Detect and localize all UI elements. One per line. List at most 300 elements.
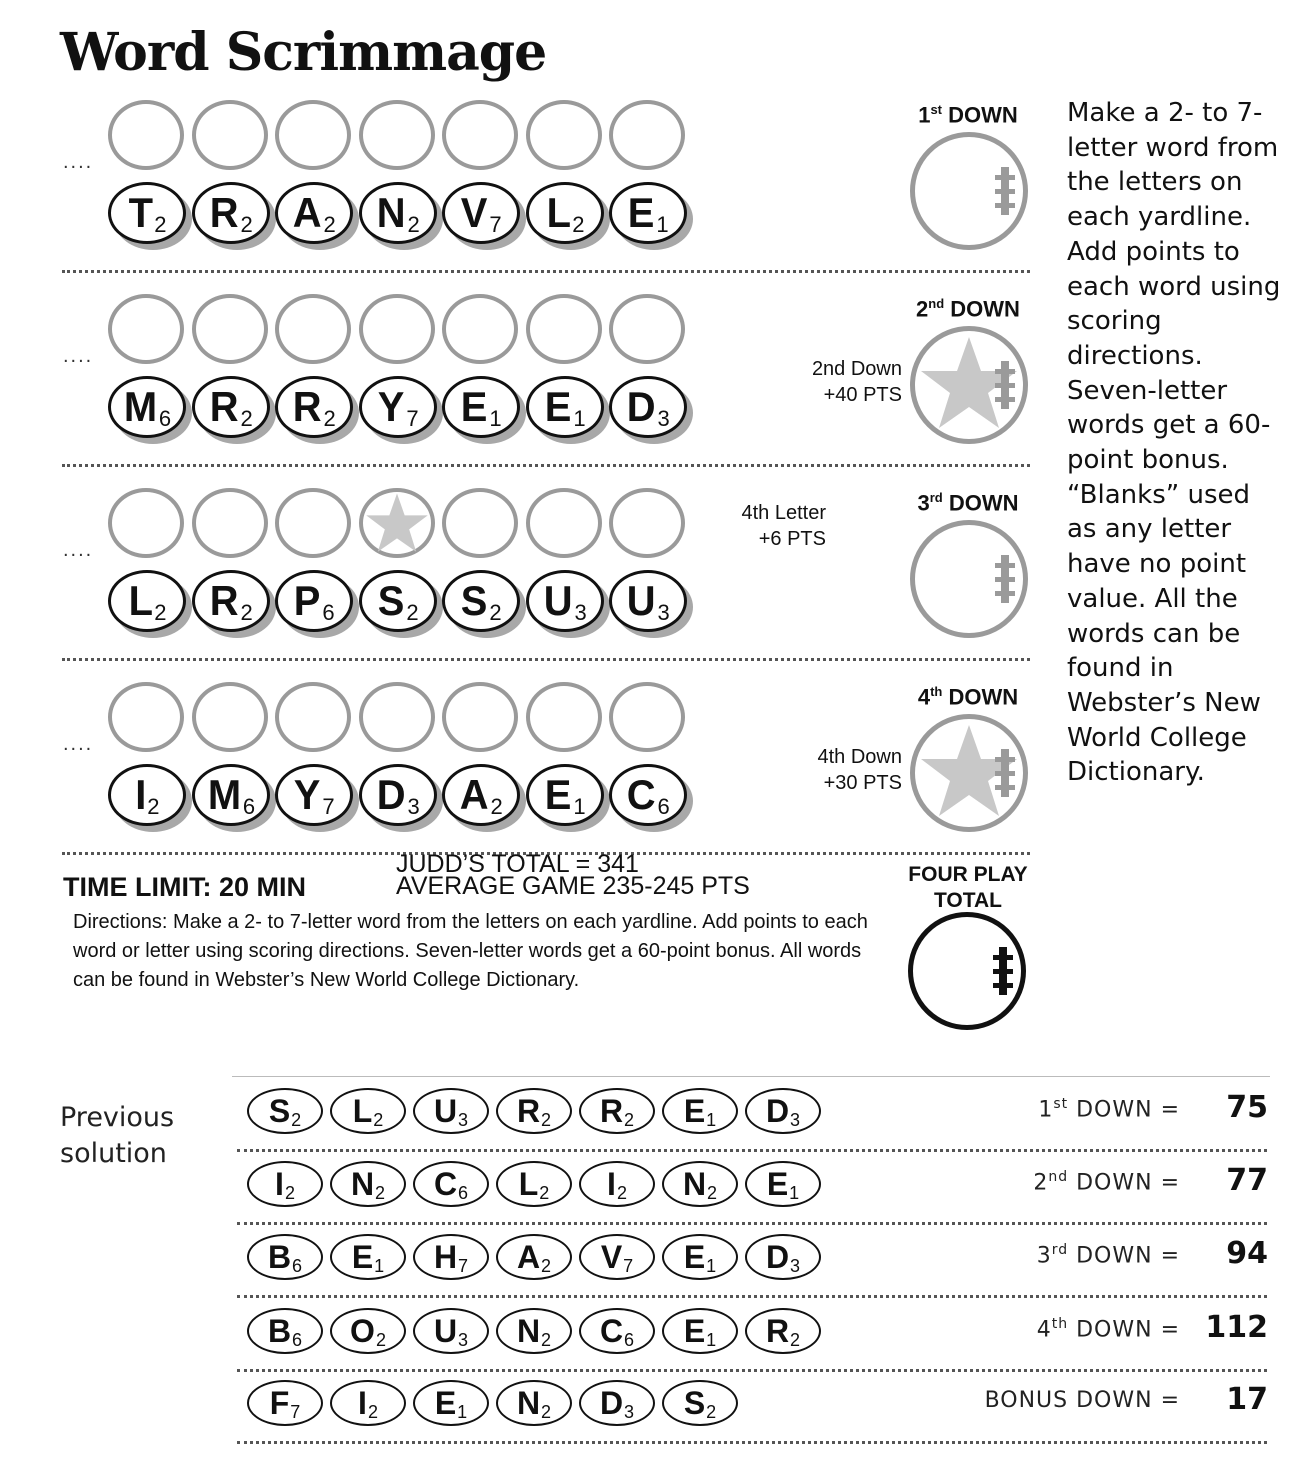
letter-tile[interactable] <box>359 182 437 244</box>
answer-slot[interactable] <box>609 100 685 170</box>
solution-tile <box>330 1161 406 1207</box>
solution-tile <box>745 1161 821 1207</box>
tile-points: 7 <box>322 794 335 819</box>
down-label-rest: DOWN = <box>1068 1243 1180 1269</box>
letter-tile[interactable] <box>108 570 186 632</box>
down-label-rest: BONUS DOWN = <box>984 1388 1180 1413</box>
tile-points: 6 <box>158 406 172 431</box>
tile-points: 2 <box>616 1183 627 1203</box>
tile-letter: N <box>682 1166 707 1202</box>
tile-points: 2 <box>539 1183 550 1203</box>
solution-tile <box>579 1161 655 1207</box>
solution-tile <box>330 1088 406 1134</box>
lace-stitch <box>995 577 1015 582</box>
solution-score: 75 <box>1226 1090 1268 1125</box>
down-ordinal-suffix: th <box>1051 1316 1069 1332</box>
scores-info <box>396 850 750 900</box>
solution-tile <box>745 1308 821 1354</box>
down-ordinal-suffix: rd <box>1051 1242 1069 1258</box>
bonus-note-line: +30 PTS <box>823 772 902 794</box>
tile-letter: U <box>433 1093 458 1129</box>
solution-divider <box>237 1441 1267 1444</box>
answer-slot[interactable] <box>108 682 184 752</box>
bonus-letter-slot[interactable] <box>359 488 435 558</box>
yardline-divider <box>62 658 1030 661</box>
tile-points: 2 <box>624 1110 635 1130</box>
answer-slot[interactable] <box>359 100 435 170</box>
solution-divider <box>232 1076 1270 1077</box>
tile-letter: I <box>607 1166 616 1202</box>
solution-tile <box>745 1088 821 1134</box>
instructions-sidebar: Make a 2- to 7-letter word from the letters on each yardline. Add points to each word using scoring directions. Seven-letter words get a 60-point bonus. “Blanks” used as any letter have no point value. All the words can be found in Webster’s New World College Dictionary. <box>1067 98 1281 788</box>
tile-letter: D <box>599 1385 624 1421</box>
tile-points: 1 <box>706 1256 717 1276</box>
tile-points: 6 <box>458 1183 469 1203</box>
lace-stitch <box>995 189 1015 194</box>
tile-letter: I <box>358 1385 367 1421</box>
solution-score: 112 <box>1205 1310 1268 1345</box>
yardline-leader: .... <box>63 733 94 755</box>
tile-points: 6 <box>322 600 335 625</box>
tile-letter: E <box>545 771 572 818</box>
down-ordinal-suffix: nd <box>928 296 945 311</box>
tile-letter: D <box>765 1093 790 1129</box>
tile-letter: M <box>123 383 157 430</box>
answer-slot[interactable] <box>442 682 518 752</box>
tile-points: 1 <box>573 794 586 819</box>
down-ordinal-suffix: st <box>1053 1096 1069 1112</box>
tile-letter: E <box>683 1093 706 1129</box>
tile-points: 7 <box>406 406 419 431</box>
tile-letter: A <box>459 771 489 818</box>
solution-tile <box>496 1234 572 1280</box>
solution-tile <box>662 1380 738 1426</box>
tile-points: 2 <box>489 600 502 625</box>
lace-stitch <box>995 175 1015 180</box>
tile-points: 3 <box>458 1110 469 1130</box>
bonus-note-line: 2nd Down <box>811 358 902 380</box>
tile-letter: E <box>351 1239 374 1275</box>
solution-tile <box>579 1088 655 1134</box>
letter-tile[interactable] <box>442 182 520 244</box>
letter-tile[interactable] <box>442 570 520 632</box>
answer-slot[interactable] <box>609 294 685 364</box>
answer-slot[interactable] <box>108 100 184 170</box>
letter-tile[interactable] <box>359 570 437 632</box>
solution-tile <box>413 1161 489 1207</box>
tile-points: 3 <box>458 1330 469 1350</box>
tile-letter: I <box>134 771 146 818</box>
down-label-rest: DOWN = <box>1068 1097 1180 1123</box>
solution-tile <box>247 1308 323 1354</box>
letter-tile[interactable] <box>192 764 270 826</box>
tile-points: 2 <box>407 212 420 237</box>
tile-points: 6 <box>657 794 670 819</box>
tile-letter: D <box>765 1239 790 1275</box>
down-word: DOWN <box>948 102 1018 128</box>
answer-slot[interactable] <box>275 682 351 752</box>
down-label <box>898 684 1038 710</box>
down-score-input[interactable] <box>910 520 1028 638</box>
tile-letter: I <box>275 1166 284 1202</box>
answer-slot[interactable] <box>442 488 518 558</box>
answer-slot[interactable] <box>526 100 602 170</box>
down-word: DOWN <box>950 296 1020 322</box>
star-icon <box>365 491 429 555</box>
bonus-note-line: 4th Letter <box>741 502 826 524</box>
tile-points: 7 <box>290 1402 301 1422</box>
solution-tile <box>496 1088 572 1134</box>
solution-tile <box>745 1234 821 1280</box>
tile-points: 1 <box>789 1183 800 1203</box>
tile-points: 1 <box>457 1402 468 1422</box>
solution-tile <box>247 1088 323 1134</box>
tile-points: 1 <box>573 406 586 431</box>
answer-slot[interactable] <box>275 100 351 170</box>
down-ordinal: 2 <box>1033 1170 1049 1196</box>
solution-tile <box>662 1161 738 1207</box>
tile-letter: B <box>267 1239 292 1275</box>
solution-tile <box>330 1380 406 1426</box>
letter-tile[interactable] <box>108 764 186 826</box>
tile-points: 7 <box>623 1256 634 1276</box>
tile-letter: E <box>545 383 572 430</box>
down-label <box>898 296 1038 322</box>
down-ordinal: 3 <box>917 490 930 516</box>
down-score-input[interactable] <box>910 132 1028 250</box>
tile-letter: U <box>626 577 656 624</box>
solution-tile <box>579 1308 655 1354</box>
tile-letter: N <box>350 1166 375 1202</box>
down-ordinal: 4 <box>1036 1317 1052 1343</box>
tile-points: 2 <box>375 1183 386 1203</box>
answer-slot[interactable] <box>359 682 435 752</box>
down-ordinal-suffix: nd <box>1048 1169 1069 1185</box>
tile-points: 6 <box>292 1256 303 1276</box>
tile-letter: R <box>209 383 239 430</box>
lace-stitch <box>995 757 1015 762</box>
down-ordinal: 2 <box>916 296 929 322</box>
lace-stitch <box>995 383 1015 388</box>
solution-tile <box>247 1380 323 1426</box>
letter-tile[interactable] <box>526 764 604 826</box>
tile-letter: U <box>543 577 573 624</box>
tile-letter: N <box>516 1385 541 1421</box>
lace-stitch <box>995 771 1015 776</box>
letter-tile[interactable] <box>192 376 270 438</box>
down-label <box>898 102 1038 128</box>
tile-letter: S <box>378 577 405 624</box>
tile-points: 2 <box>154 600 167 625</box>
solution-tile <box>413 1380 489 1426</box>
solution-divider <box>237 1369 1267 1372</box>
tile-points: 2 <box>541 1330 552 1350</box>
yardline-leader: .... <box>63 539 94 561</box>
answer-slot[interactable] <box>359 294 435 364</box>
tile-letter: R <box>599 1093 624 1129</box>
solution-divider <box>237 1295 1267 1298</box>
tile-points: 2 <box>707 1183 718 1203</box>
tile-points: 2 <box>572 212 585 237</box>
four-play-total-label: FOUR PLAY TOTAL <box>908 863 1028 912</box>
previous-solution-label: Previous solution <box>60 1102 175 1169</box>
solution-score: 77 <box>1226 1163 1268 1198</box>
letter-tile[interactable] <box>526 376 604 438</box>
lace-stitch <box>995 369 1015 374</box>
tile-points: 2 <box>706 1402 717 1422</box>
answer-slot[interactable] <box>275 294 351 364</box>
tile-points: 2 <box>490 794 503 819</box>
answer-slot[interactable] <box>609 488 685 558</box>
down-ordinal: 1 <box>1038 1097 1054 1123</box>
lace-stitch <box>995 397 1015 402</box>
solution-tile <box>413 1308 489 1354</box>
tile-points: 6 <box>242 794 256 819</box>
puzzle-title: Word Scrimmage <box>60 22 547 83</box>
tile-letter: S <box>268 1093 291 1129</box>
tile-letter: N <box>376 189 406 236</box>
tile-letter: S <box>461 577 488 624</box>
bonus-note-line: 4th Down <box>817 746 902 768</box>
solution-tile <box>330 1234 406 1280</box>
tile-letter: D <box>626 383 656 430</box>
tile-points: 2 <box>240 600 253 625</box>
solution-tile <box>247 1161 323 1207</box>
tile-letter: E <box>434 1385 457 1421</box>
tile-points: 2 <box>323 406 336 431</box>
tile-letter: V <box>461 189 488 236</box>
letter-tile[interactable] <box>526 570 604 632</box>
down-ordinal: 1 <box>918 102 931 128</box>
solution-divider <box>237 1149 1267 1152</box>
answer-slot[interactable] <box>609 682 685 752</box>
four-play-total-input[interactable] <box>908 912 1026 1030</box>
tile-letter: O <box>350 1313 375 1349</box>
tile-letter: V <box>600 1239 623 1275</box>
down-label-rest: DOWN = <box>1068 1317 1180 1343</box>
solution-down-label <box>880 1316 1180 1342</box>
tile-letter: R <box>765 1313 790 1349</box>
tile-points: 3 <box>574 600 587 625</box>
tile-points: 2 <box>406 600 419 625</box>
directions-text: Directions: Make a 2- to 7-letter word from the letters on each yardline. Add points to each word or letter using scoring directions. Seven-letter words get a 60-point bonus. All words can be found in Webster’s New World College Dictionary. <box>73 911 868 991</box>
tile-points: 1 <box>656 212 669 237</box>
answer-slot[interactable] <box>442 294 518 364</box>
down-label <box>898 490 1038 516</box>
bonus-note <box>770 356 902 408</box>
tile-points: 2 <box>323 212 336 237</box>
tile-points: 6 <box>292 1330 303 1350</box>
solution-tile <box>579 1380 655 1426</box>
answer-slot[interactable] <box>442 100 518 170</box>
tile-letter: R <box>209 189 239 236</box>
down-word: DOWN <box>948 490 1019 516</box>
bonus-note <box>770 744 902 796</box>
tile-points: 3 <box>407 794 420 819</box>
solution-down-label <box>880 1388 1180 1413</box>
letter-tile[interactable] <box>442 376 520 438</box>
answer-slot[interactable] <box>192 294 268 364</box>
solution-tile <box>662 1088 738 1134</box>
tile-points: 2 <box>154 212 167 237</box>
letter-tile[interactable] <box>192 182 270 244</box>
tile-points: 1 <box>706 1110 717 1130</box>
solution-tile <box>247 1234 323 1280</box>
solution-tile <box>496 1380 572 1426</box>
tile-points: 2 <box>541 1110 552 1130</box>
tile-points: 2 <box>375 1330 386 1350</box>
tile-letter: L <box>546 189 571 236</box>
answer-slot[interactable] <box>526 488 602 558</box>
time-limit: TIME LIMIT: 20 MIN <box>63 872 306 902</box>
tile-letter: L <box>518 1166 539 1202</box>
letter-tile[interactable] <box>609 570 687 632</box>
solution-tile <box>496 1308 572 1354</box>
down-score-input[interactable] <box>910 714 1028 832</box>
solution-tile <box>662 1308 738 1354</box>
tile-letter: C <box>599 1313 624 1349</box>
answer-slot[interactable] <box>108 294 184 364</box>
letter-tile[interactable] <box>275 182 353 244</box>
letter-tile[interactable] <box>609 764 687 826</box>
judd-total: JUDD’S TOTAL = 341 <box>396 850 639 878</box>
tile-points: 2 <box>373 1110 384 1130</box>
answer-slot[interactable] <box>275 488 351 558</box>
tile-letter: N <box>516 1313 541 1349</box>
letter-tile[interactable] <box>609 182 687 244</box>
bonus-note-line: +6 PTS <box>758 528 826 550</box>
answer-slot[interactable] <box>192 488 268 558</box>
tile-letter: F <box>269 1385 290 1421</box>
letter-tile[interactable] <box>275 764 353 826</box>
tile-letter: R <box>516 1093 541 1129</box>
tile-letter: H <box>433 1239 458 1275</box>
yardline-leader: .... <box>63 151 94 173</box>
tile-letter: C <box>626 771 656 818</box>
letter-tile[interactable] <box>609 376 687 438</box>
tile-points: 2 <box>147 794 160 819</box>
solution-down-label <box>880 1169 1180 1195</box>
tile-points: 6 <box>624 1330 635 1350</box>
average-game: AVERAGE GAME 235-245 PTS <box>396 872 750 900</box>
answer-slot[interactable] <box>108 488 184 558</box>
tile-points: 1 <box>706 1330 717 1350</box>
letter-tile[interactable] <box>275 376 353 438</box>
tile-points: 3 <box>790 1256 801 1276</box>
yardline-divider <box>62 270 1030 273</box>
solution-tile <box>413 1234 489 1280</box>
yardline-leader: .... <box>63 345 94 367</box>
answer-slot[interactable] <box>526 294 602 364</box>
tile-letter: U <box>433 1313 458 1349</box>
tile-letter: S <box>683 1385 706 1421</box>
solution-divider <box>237 1222 1267 1225</box>
letter-tile[interactable] <box>108 182 186 244</box>
tile-points: 3 <box>657 600 670 625</box>
down-score-input[interactable] <box>910 326 1028 444</box>
tile-letter: R <box>209 577 239 624</box>
tile-letter: L <box>128 577 153 624</box>
bonus-note-line: +40 PTS <box>823 384 902 406</box>
solution-down-label <box>880 1096 1180 1122</box>
bonus-note <box>700 500 826 552</box>
tile-letter: P <box>294 577 321 624</box>
down-word: DOWN <box>948 684 1019 710</box>
tile-points: 2 <box>541 1256 552 1276</box>
tile-letter: E <box>766 1166 789 1202</box>
tile-letter: D <box>376 771 406 818</box>
lace-stitch <box>995 591 1015 596</box>
answer-slot[interactable] <box>192 100 268 170</box>
tile-points: 2 <box>367 1402 378 1422</box>
letter-tile[interactable] <box>108 376 186 438</box>
solution-score: 17 <box>1226 1382 1268 1417</box>
tile-points: 3 <box>657 406 670 431</box>
tile-letter: R <box>292 383 322 430</box>
solution-tile <box>579 1234 655 1280</box>
tile-points: 2 <box>284 1183 295 1203</box>
solution-tile <box>496 1161 572 1207</box>
tile-letter: E <box>461 383 488 430</box>
tile-points: 1 <box>489 406 502 431</box>
letter-tile[interactable] <box>359 764 437 826</box>
tile-letter: E <box>683 1239 706 1275</box>
down-ordinal-suffix: th <box>930 684 943 699</box>
tile-points: 2 <box>291 1110 302 1130</box>
tile-points: 7 <box>489 212 502 237</box>
solution-down-label <box>880 1242 1180 1268</box>
solution-tile <box>662 1234 738 1280</box>
tile-letter: M <box>207 771 241 818</box>
letter-tile[interactable] <box>192 570 270 632</box>
answer-slot[interactable] <box>192 682 268 752</box>
tile-points: 1 <box>374 1256 385 1276</box>
down-ordinal-suffix: st <box>930 102 943 117</box>
tile-letter: T <box>128 189 153 236</box>
letter-tile[interactable] <box>275 570 353 632</box>
yardline-divider <box>62 464 1030 467</box>
answer-slot[interactable] <box>526 682 602 752</box>
lace-stitch <box>995 203 1015 208</box>
letter-tile[interactable] <box>526 182 604 244</box>
tile-letter: Y <box>294 771 321 818</box>
tile-points: 7 <box>458 1256 469 1276</box>
down-label-rest: DOWN = <box>1068 1170 1180 1196</box>
tile-letter: E <box>683 1313 706 1349</box>
solution-tile <box>413 1088 489 1134</box>
down-ordinal: 3 <box>1036 1243 1052 1269</box>
tile-letter: Y <box>378 383 405 430</box>
tile-letter: C <box>433 1166 458 1202</box>
lace-stitch <box>995 563 1015 568</box>
tile-letter: B <box>267 1313 292 1349</box>
letter-tile[interactable] <box>442 764 520 826</box>
tile-points: 3 <box>624 1402 635 1422</box>
tile-letter: A <box>292 189 322 236</box>
lace-stitch <box>995 785 1015 790</box>
down-ordinal-suffix: rd <box>929 490 943 505</box>
tile-letter: A <box>516 1239 541 1275</box>
solution-score: 94 <box>1226 1236 1268 1271</box>
tile-letter: E <box>628 189 655 236</box>
tile-points: 2 <box>240 212 253 237</box>
tile-letter: L <box>352 1093 373 1129</box>
tile-points: 2 <box>240 406 253 431</box>
tile-points: 2 <box>790 1330 801 1350</box>
solution-tile <box>330 1308 406 1354</box>
letter-tile[interactable] <box>359 376 437 438</box>
tile-points: 2 <box>541 1402 552 1422</box>
